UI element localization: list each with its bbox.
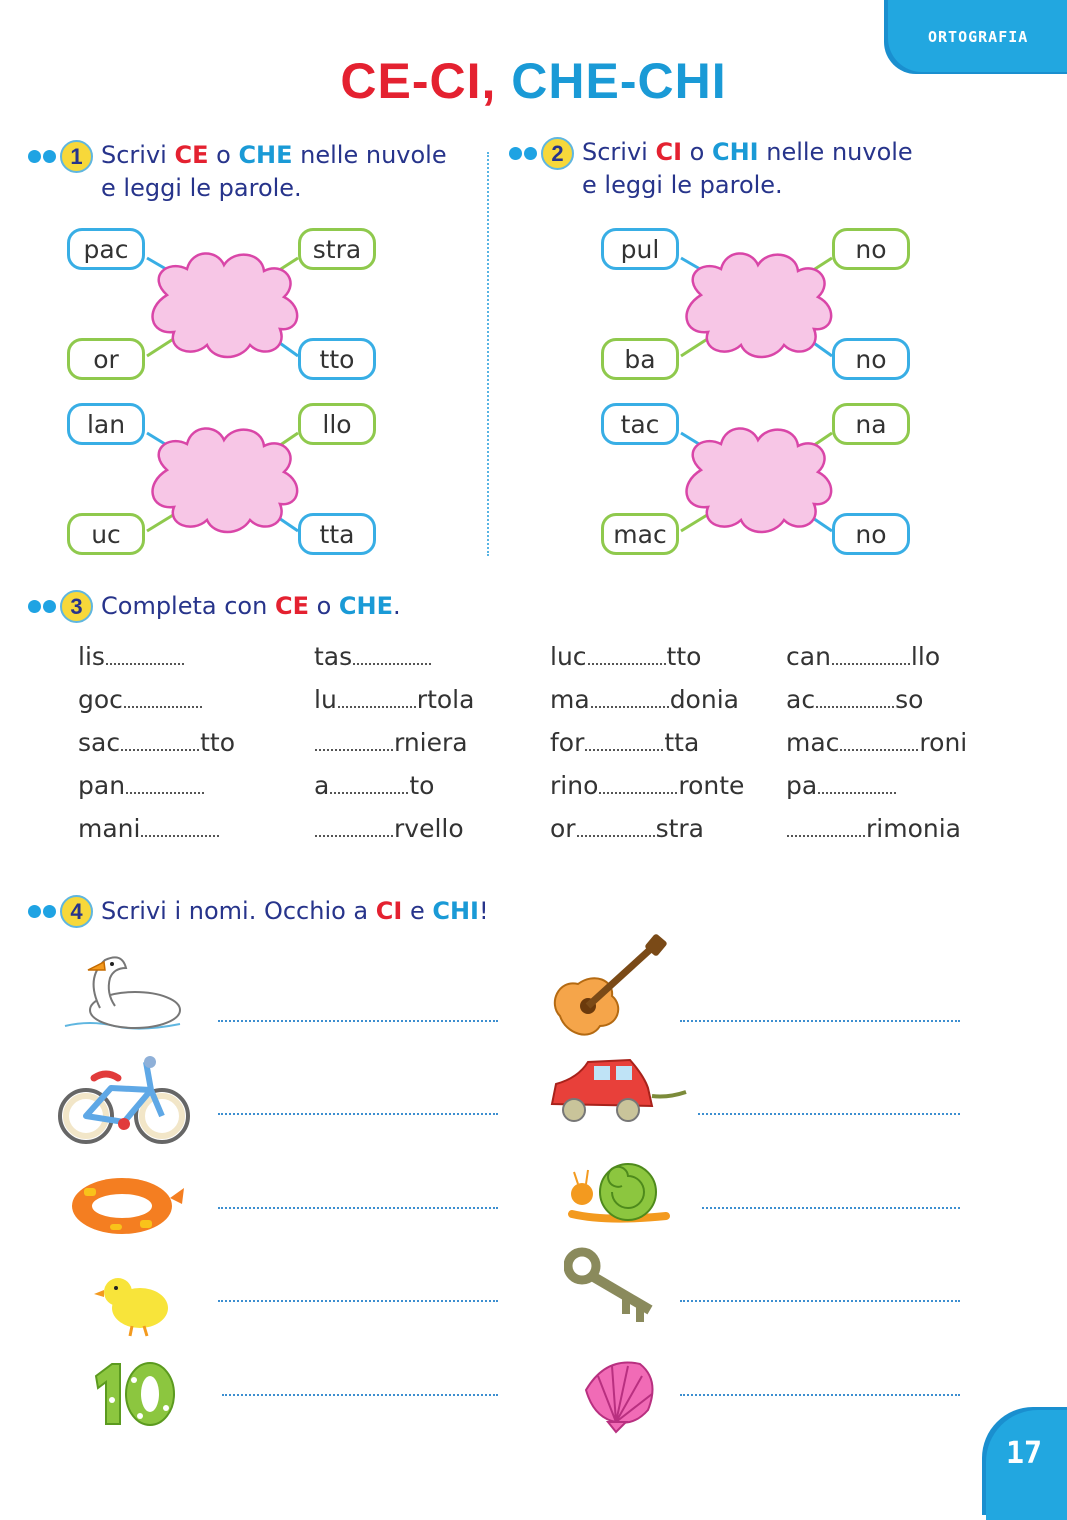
exercise-3-number: 3 bbox=[60, 590, 93, 623]
word-suffix: tta bbox=[664, 728, 700, 757]
fill-in-blank[interactable] bbox=[106, 659, 184, 665]
word-suffix: llo bbox=[910, 642, 941, 671]
syllable-box: mac bbox=[601, 513, 679, 555]
word-suffix: ronte bbox=[678, 771, 745, 800]
answer-line[interactable] bbox=[218, 1300, 498, 1302]
syllable-box: uc bbox=[67, 513, 145, 555]
ex3-text: o bbox=[308, 592, 339, 620]
bullet-dot bbox=[509, 147, 522, 160]
fill-in-blank[interactable] bbox=[338, 702, 416, 708]
word-prefix: for bbox=[550, 728, 585, 757]
ex4-option-ci: CI bbox=[375, 897, 403, 925]
ex1-text: Scrivi bbox=[101, 141, 175, 169]
fill-in-blank[interactable] bbox=[330, 788, 408, 794]
ex3-option-che: CHE bbox=[338, 592, 394, 620]
word-suffix: tto bbox=[200, 728, 235, 757]
word-suffix: donia bbox=[669, 685, 739, 714]
syllable-box: na bbox=[832, 403, 910, 445]
syllable-box: no bbox=[832, 228, 910, 270]
bullet-dot bbox=[28, 600, 41, 613]
word-prefix: luc bbox=[550, 642, 587, 671]
fill-in-blank[interactable] bbox=[816, 702, 894, 708]
fill-in-word bbox=[314, 642, 432, 672]
syllable-box: or bbox=[67, 338, 145, 380]
answer-line[interactable] bbox=[218, 1020, 498, 1022]
fill-in-word bbox=[550, 728, 699, 758]
word-prefix: can bbox=[786, 642, 831, 671]
answer-line[interactable] bbox=[680, 1300, 960, 1302]
ex1-option-ce: CE bbox=[174, 141, 209, 169]
fill-in-blank[interactable] bbox=[141, 831, 219, 837]
word-suffix: to bbox=[409, 771, 435, 800]
title-ce-ci: CE-CI bbox=[340, 53, 482, 109]
fill-in-word bbox=[314, 728, 468, 758]
ex1-text-line2: e leggi le parole. bbox=[101, 174, 302, 202]
answer-line[interactable] bbox=[680, 1394, 960, 1396]
ex2-text-line2: e leggi le parole. bbox=[582, 171, 783, 199]
column-divider bbox=[487, 152, 489, 556]
word-prefix: ac bbox=[786, 685, 816, 714]
exercise-4-number: 4 bbox=[60, 895, 93, 928]
ex3-text: Completa con bbox=[101, 592, 275, 620]
word-prefix: goc bbox=[78, 685, 123, 714]
answer-line[interactable] bbox=[218, 1113, 498, 1115]
ex3-text: . bbox=[393, 592, 401, 620]
chick-icon bbox=[92, 1270, 182, 1340]
fill-in-word bbox=[78, 771, 205, 801]
syllable-box: pac bbox=[67, 228, 145, 270]
word-prefix: a bbox=[314, 771, 330, 800]
syllable-box: tac bbox=[601, 403, 679, 445]
ex4-text: ! bbox=[479, 897, 489, 925]
cloud-blank[interactable] bbox=[153, 253, 298, 357]
ex4-text: Scrivi i nomi. Occhio a bbox=[101, 897, 376, 925]
word-suffix: so bbox=[895, 685, 924, 714]
word-prefix: pan bbox=[78, 771, 126, 800]
fill-in-word bbox=[78, 814, 220, 844]
seashell-icon bbox=[576, 1354, 666, 1434]
word-prefix: pa bbox=[786, 771, 818, 800]
fill-in-word bbox=[550, 685, 739, 715]
answer-line[interactable] bbox=[222, 1394, 498, 1396]
word-prefix: mac bbox=[786, 728, 840, 757]
fill-in-blank[interactable] bbox=[124, 702, 202, 708]
word-suffix: stra bbox=[655, 814, 705, 843]
word-suffix: tto bbox=[666, 642, 702, 671]
title-separator: , bbox=[481, 53, 512, 109]
guitar-icon bbox=[548, 934, 668, 1044]
fill-in-word bbox=[314, 685, 474, 715]
ex2-option-chi: CHI bbox=[711, 138, 759, 166]
fill-in-blank[interactable] bbox=[832, 659, 910, 665]
answer-line[interactable] bbox=[698, 1113, 960, 1115]
exercise-4-instruction bbox=[101, 895, 489, 928]
number-ten-icon bbox=[90, 1360, 180, 1430]
word-prefix: rino bbox=[550, 771, 599, 800]
fill-in-word bbox=[550, 771, 744, 801]
bullet-dot bbox=[43, 600, 56, 613]
word-prefix: or bbox=[550, 814, 576, 843]
ex2-text: nelle nuvole bbox=[758, 138, 913, 166]
fill-in-word bbox=[786, 771, 897, 801]
fill-in-word bbox=[78, 642, 185, 672]
word-prefix: mani bbox=[78, 814, 141, 843]
fill-in-blank[interactable] bbox=[353, 659, 431, 665]
fill-in-word bbox=[550, 814, 704, 844]
fill-in-blank[interactable] bbox=[787, 831, 865, 837]
fill-in-word bbox=[786, 728, 967, 758]
syllable-box: llo bbox=[298, 403, 376, 445]
syllable-box: stra bbox=[298, 228, 376, 270]
fill-in-blank[interactable] bbox=[577, 831, 655, 837]
ex1-text: o bbox=[208, 141, 239, 169]
word-prefix: ma bbox=[550, 685, 590, 714]
title-che-chi: CHE-CHI bbox=[511, 53, 727, 109]
bullet-dot bbox=[43, 150, 56, 163]
word-suffix: rtola bbox=[416, 685, 475, 714]
syllable-box: pul bbox=[601, 228, 679, 270]
exercise-2-number: 2 bbox=[541, 137, 574, 170]
fill-in-blank[interactable] bbox=[840, 745, 918, 751]
fill-in-blank[interactable] bbox=[818, 788, 896, 794]
bullet-dot bbox=[28, 905, 41, 918]
ex2-option-ci: CI bbox=[655, 138, 683, 166]
bullet-dot bbox=[524, 147, 537, 160]
bullet-dot bbox=[43, 905, 56, 918]
exercise-1-instruction bbox=[101, 139, 447, 205]
syllable-box: no bbox=[832, 513, 910, 555]
cloud-blank[interactable] bbox=[153, 428, 298, 532]
word-suffix: rimonia bbox=[866, 814, 961, 843]
snail-icon bbox=[566, 1160, 676, 1230]
fill-in-word bbox=[314, 771, 434, 801]
ex1-text: nelle nuvole bbox=[292, 141, 447, 169]
toy-car-icon bbox=[548, 1054, 693, 1134]
fill-in-word bbox=[314, 814, 464, 844]
answer-line[interactable] bbox=[702, 1207, 960, 1209]
fill-in-word bbox=[78, 685, 203, 715]
answer-line[interactable] bbox=[218, 1207, 498, 1209]
word-suffix: roni bbox=[919, 728, 968, 757]
page-number: 17 bbox=[1006, 1436, 1043, 1471]
exercise-3-instruction bbox=[101, 590, 401, 623]
word-suffix: rvello bbox=[394, 814, 464, 843]
ex2-text: o bbox=[682, 138, 712, 166]
fill-in-blank[interactable] bbox=[591, 702, 669, 708]
word-suffix: rniera bbox=[394, 728, 468, 757]
syllable-box: ba bbox=[601, 338, 679, 380]
answer-line[interactable] bbox=[680, 1020, 960, 1022]
word-prefix: lis bbox=[78, 642, 105, 671]
ex2-text: Scrivi bbox=[582, 138, 656, 166]
ex1-option-che: CHE bbox=[238, 141, 293, 169]
exercise-1-number: 1 bbox=[60, 140, 93, 173]
syllable-box: tta bbox=[298, 513, 376, 555]
section-label: ORTOGRAFIA bbox=[928, 28, 1029, 46]
swim-ring-icon bbox=[70, 1168, 190, 1238]
word-prefix: tas bbox=[314, 642, 353, 671]
ex3-option-ce: CE bbox=[274, 592, 309, 620]
key-icon bbox=[564, 1244, 664, 1324]
syllable-box: no bbox=[832, 338, 910, 380]
cloud-blank[interactable] bbox=[687, 253, 832, 357]
page-title bbox=[0, 52, 1067, 110]
ex4-option-chi: CHI bbox=[432, 897, 479, 925]
fill-in-blank[interactable] bbox=[126, 788, 204, 794]
fill-in-blank[interactable] bbox=[315, 831, 393, 837]
fill-in-blank[interactable] bbox=[599, 788, 677, 794]
fill-in-word bbox=[786, 642, 940, 672]
ex4-text: e bbox=[402, 897, 433, 925]
cloud-blank[interactable] bbox=[687, 428, 832, 532]
word-prefix: lu bbox=[314, 685, 337, 714]
fill-in-word bbox=[550, 642, 701, 672]
syllable-box: lan bbox=[67, 403, 145, 445]
bullet-dot bbox=[28, 150, 41, 163]
word-prefix: sac bbox=[78, 728, 121, 757]
exercise-2-instruction bbox=[582, 136, 913, 202]
fill-in-word bbox=[786, 685, 923, 715]
swan-icon bbox=[60, 948, 190, 1038]
fill-in-blank[interactable] bbox=[588, 659, 666, 665]
fill-in-blank[interactable] bbox=[315, 745, 393, 751]
fill-in-word bbox=[786, 814, 961, 844]
bicycle-icon bbox=[56, 1050, 191, 1150]
fill-in-blank[interactable] bbox=[121, 745, 199, 751]
fill-in-blank[interactable] bbox=[585, 745, 663, 751]
syllable-box: tto bbox=[298, 338, 376, 380]
fill-in-word bbox=[78, 728, 235, 758]
